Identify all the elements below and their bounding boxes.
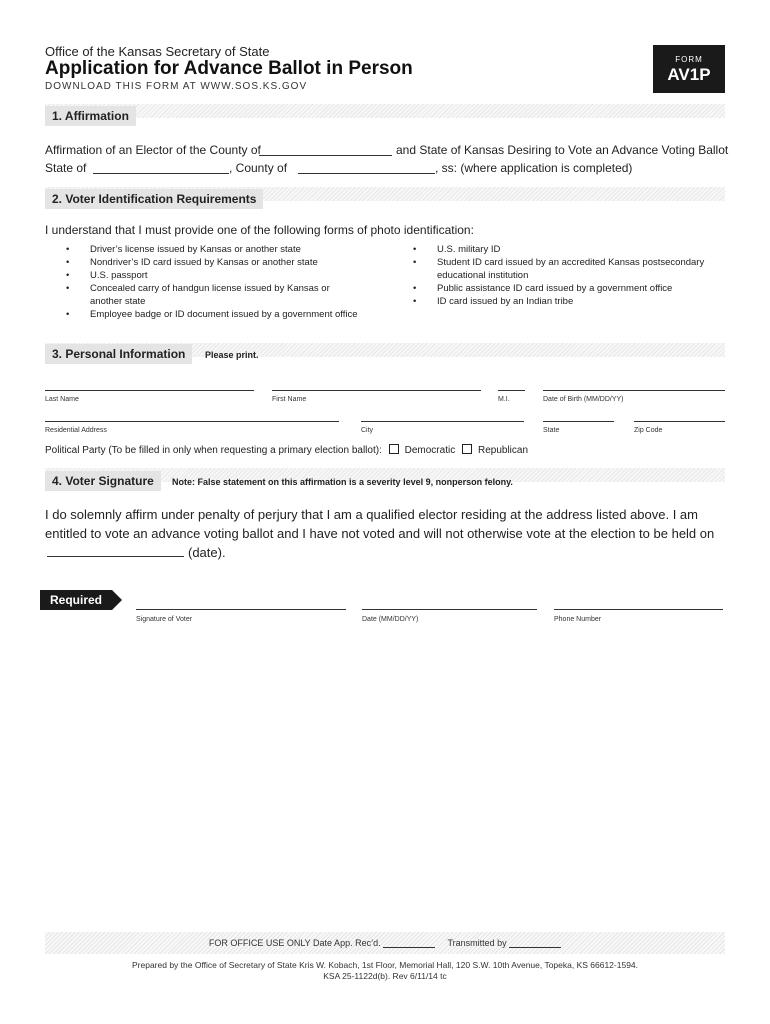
address-label: Residential Address bbox=[45, 427, 107, 434]
county-input[interactable] bbox=[259, 155, 392, 156]
list-item: • Employee badge or ID document issued by a government office bbox=[66, 308, 386, 321]
required-label: Required bbox=[40, 590, 112, 610]
zip-input[interactable] bbox=[634, 421, 725, 422]
state-label: State of bbox=[45, 161, 87, 175]
footer-line-2: KSA 25-1122d(b). Rev 6/11/14 tc bbox=[323, 971, 447, 981]
signature-input[interactable] bbox=[136, 609, 346, 610]
affirmation-line-1 bbox=[45, 143, 261, 157]
statement-line-1: I do solemnly affirm under penalty of perjury that I am a qualified elector residing at the address listed above. I am bbox=[45, 507, 698, 522]
list-item: • ID card issued by an Indian tribe bbox=[413, 295, 725, 308]
download-note: DOWNLOAD THIS FORM AT WWW.SOS.KS.GOV bbox=[45, 81, 308, 92]
list-item: • Public assistance ID card issued by a government office bbox=[413, 282, 725, 295]
list-item: • Nondriver’s ID card issued by Kansas or another state bbox=[66, 256, 386, 269]
county-of-label: , County of bbox=[229, 161, 288, 175]
phone-label: Phone Number bbox=[554, 616, 602, 623]
signature-label: Signature of Voter bbox=[136, 616, 193, 623]
last-name-input[interactable] bbox=[45, 390, 254, 391]
dob-input[interactable] bbox=[543, 390, 725, 391]
list-item: • Concealed carry of handgun license issued by Kansas or another state bbox=[66, 282, 350, 308]
affirmation-state-text: and State of Kansas Desiring to Vote an Advance Voting Ballot bbox=[396, 143, 729, 157]
transmitted-input[interactable] bbox=[509, 947, 561, 948]
section-4-note: Note: False statement on this affirmation is a severity level 9, nonperson felony. bbox=[172, 477, 513, 487]
state-field-input[interactable] bbox=[543, 421, 614, 422]
section-3-heading: 3. Personal Information bbox=[45, 344, 192, 364]
first-name-input[interactable] bbox=[272, 390, 481, 391]
id-list-left bbox=[66, 243, 386, 321]
required-badge bbox=[40, 590, 124, 610]
city-label: City bbox=[361, 427, 374, 434]
election-date-input[interactable] bbox=[47, 556, 184, 557]
id-list-right bbox=[413, 243, 725, 308]
statement-line-3: (date). bbox=[188, 545, 226, 560]
statement-line-2: entitled to vote an advance voting ballot and I have not voted and will not otherwise vote at the election to be held on bbox=[45, 526, 715, 541]
dob-label: Date of Birth (MM/DD/YY) bbox=[543, 396, 624, 403]
signature-date-input[interactable] bbox=[362, 609, 537, 610]
list-item: • Driver’s license issued by Kansas or another state bbox=[66, 243, 386, 256]
state-field-label: State bbox=[543, 427, 560, 434]
section-3-note: Please print. bbox=[205, 350, 259, 360]
democratic-label: Democratic bbox=[404, 445, 456, 456]
office-use-label: FOR OFFICE USE ONLY bbox=[208, 938, 311, 948]
party-row bbox=[45, 444, 528, 456]
footer-line-1: Prepared by the Office of Secretary of State Kris W. Kobach, 1st Floor, Memorial Hall, 120 S.W. 10th Avenue, Topeka, KS 66612-1594. bbox=[131, 960, 639, 970]
page-title: Application for Advance Ballot in Person bbox=[45, 58, 413, 79]
section-1-heading: 1. Affirmation bbox=[45, 106, 136, 126]
list-item: • U.S. passport bbox=[66, 269, 386, 282]
date-recd-label: Date App. Rec’d. bbox=[313, 938, 381, 948]
ss-label: , ss: (where application is completed) bbox=[435, 161, 633, 175]
democratic-checkbox[interactable] bbox=[389, 444, 399, 454]
party-prompt: Political Party (To be filled in only when requesting a primary election ballot): bbox=[45, 445, 382, 456]
office-use-bar bbox=[45, 932, 725, 954]
phone-input[interactable] bbox=[554, 609, 723, 610]
office-name: Office of the Kansas Secretary of State bbox=[45, 44, 270, 59]
last-name-label: Last Name bbox=[45, 396, 79, 403]
transmitted-label: Transmitted by bbox=[447, 938, 507, 948]
county-of-input[interactable] bbox=[298, 173, 435, 174]
arrow-right-icon bbox=[112, 590, 122, 610]
section-1-bar bbox=[45, 104, 725, 118]
section-4-heading: 4. Voter Signature bbox=[45, 471, 161, 491]
form-badge bbox=[653, 45, 725, 93]
mi-input[interactable] bbox=[498, 390, 525, 391]
date-recd-input[interactable] bbox=[383, 947, 435, 948]
republican-checkbox[interactable] bbox=[462, 444, 472, 454]
signature-date-label: Date (MM/DD/YY) bbox=[362, 616, 419, 623]
form-label: FORM bbox=[675, 55, 703, 64]
republican-label: Republican bbox=[477, 445, 529, 456]
state-input[interactable] bbox=[93, 173, 229, 174]
mi-label: M.I. bbox=[498, 396, 510, 403]
first-name-label: First Name bbox=[272, 396, 307, 403]
city-input[interactable] bbox=[361, 421, 524, 422]
affirmation-county-label: Affirmation of an Elector of the County of bbox=[45, 143, 261, 157]
form-number: AV1P bbox=[667, 65, 711, 84]
address-input[interactable] bbox=[45, 421, 339, 422]
zip-label: Zip Code bbox=[634, 427, 663, 434]
list-item: • Student ID card issued by an accredited Kansas postsecondary educational institution bbox=[413, 256, 725, 282]
id-intro: I understand that I must provide one of the following forms of photo identification: bbox=[45, 223, 474, 237]
section-2-heading: 2. Voter Identification Requirements bbox=[45, 189, 263, 209]
list-item: • U.S. military ID bbox=[413, 243, 725, 256]
